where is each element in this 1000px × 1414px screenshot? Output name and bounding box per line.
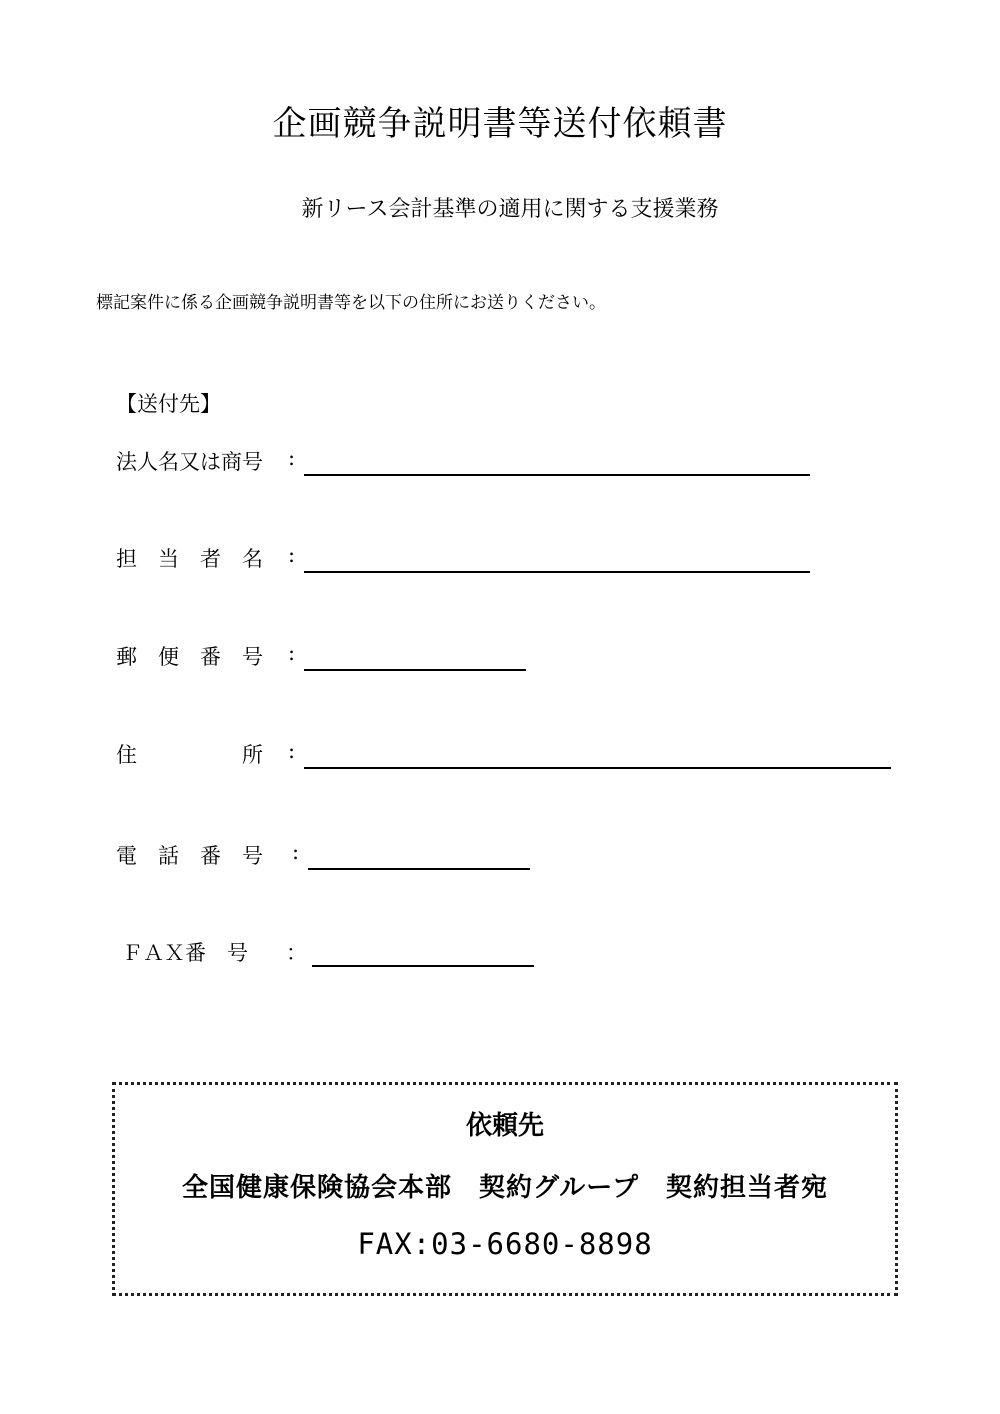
field-label: 郵 便 番 号 [116, 645, 263, 669]
field-label: 担 当 者 名 [116, 547, 263, 571]
form-field-company-name [116, 446, 816, 476]
instruction-text: 標記案件に係る企画競争説明書等を以下の住所にお送りください。 [96, 293, 606, 313]
field-label: 電 話 番 号 [116, 844, 263, 868]
recipient-box [112, 1082, 898, 1296]
field-colon: : [288, 739, 296, 763]
field-label: 住 所 [116, 743, 263, 767]
postal-code-input-line[interactable] [304, 669, 526, 671]
field-colon: ： [286, 941, 307, 965]
form-field-address [116, 739, 896, 769]
recipient-fax: FAX:03-6680-8898 [357, 1227, 653, 1261]
fax-number-input-line[interactable] [312, 965, 534, 967]
section-heading-destination: 【送付先】 [116, 392, 221, 416]
field-label: ＦＡＸ番 号 [122, 941, 248, 965]
field-label: 法人名又は商号 [116, 450, 263, 474]
recipient-organization: 全国健康保険協会本部 契約グループ 契約担当者宛 [182, 1173, 828, 1203]
form-field-fax-number [116, 937, 816, 967]
document-subtitle: 新リース会計基準の適用に関する支援業務 [301, 197, 719, 222]
recipient-heading: 依頼先 [465, 1111, 544, 1141]
contact-person-input-line[interactable] [304, 571, 810, 573]
field-colon: : [288, 641, 296, 665]
form-field-postal-code [116, 641, 816, 671]
field-colon: : [288, 543, 296, 567]
phone-number-input-line[interactable] [308, 868, 530, 870]
form-field-phone-number [116, 840, 816, 870]
address-input-line[interactable] [304, 767, 891, 769]
company-name-input-line[interactable] [304, 474, 810, 476]
form-field-contact-person [116, 543, 816, 573]
field-colon: : [288, 446, 296, 470]
field-colon: : [292, 840, 300, 864]
document-title: 企画競争説明書等送付依頼書 [272, 104, 728, 144]
